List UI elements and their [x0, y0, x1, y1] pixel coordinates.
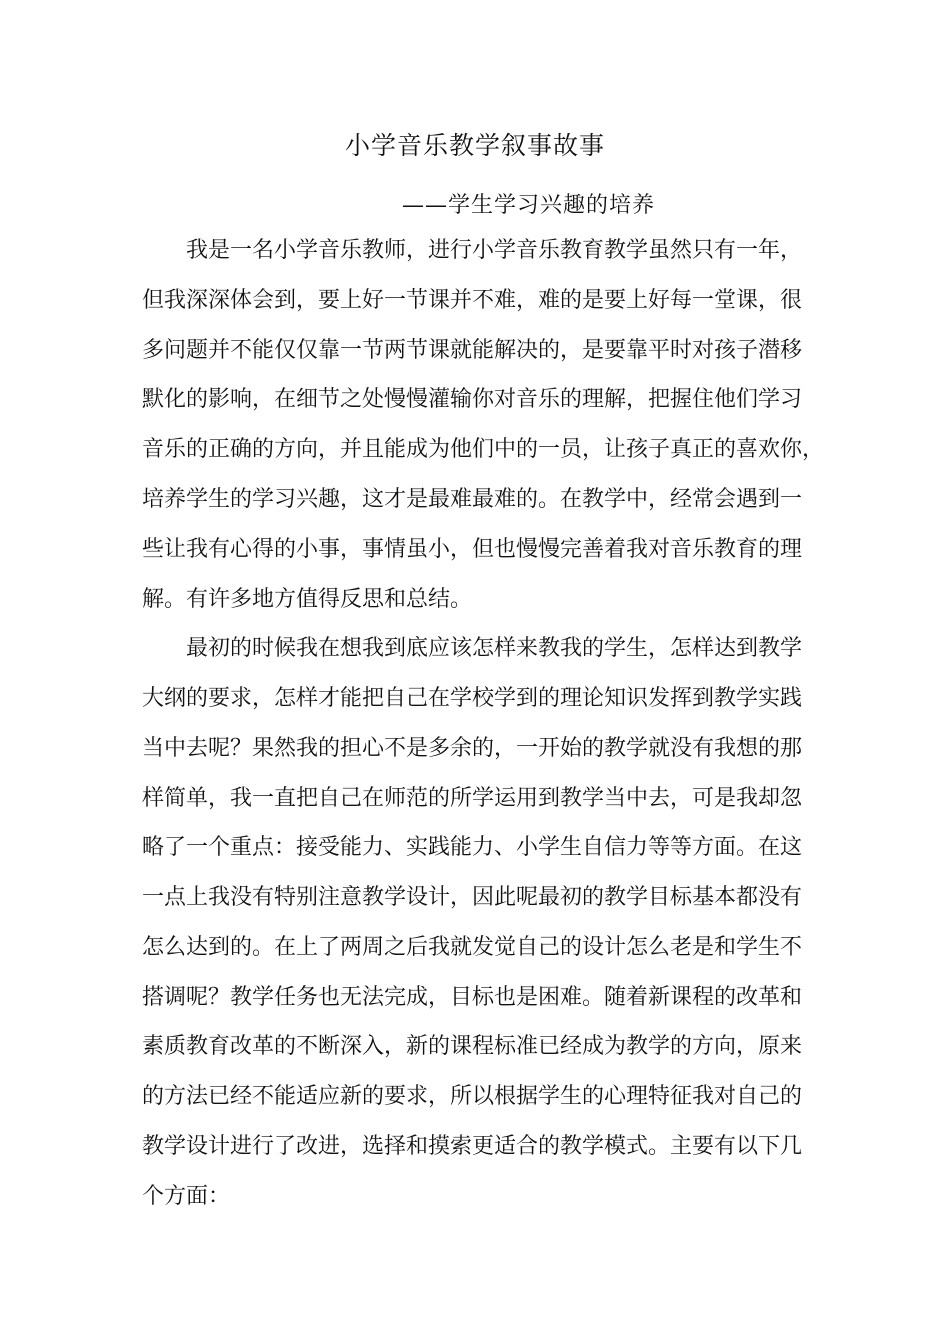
paragraph-line: 培养学生的学习兴趣，这才是最难最难的。在教学中，经常会遇到一	[142, 487, 803, 512]
paragraph-line: 我是一名小学音乐教师，进行小学音乐教育教学虽然只有一年，	[186, 238, 803, 263]
paragraph-line: 当中去呢？果然我的担心不是多余的，一开始的教学就没有我想的那	[142, 736, 803, 761]
paragraph-line: 多问题并不能仅仅靠一节两节课就能解决的，是要靠平时对孩子潜移	[142, 338, 803, 363]
paragraph-line: 但我深深体会到，要上好一节课并不难，难的是要上好每一堂课，很	[142, 288, 803, 313]
paragraph-line: 搭调呢？教学任务也无法完成，目标也是困难。随着新课程的改革和	[142, 985, 803, 1010]
paragraph-line: 默化的影响，在细节之处慢慢灌输你对音乐的理解，把握住他们学习	[142, 387, 803, 412]
paragraph-line: 素质教育改革的不断深入，新的课程标准已经成为教学的方向，原来	[142, 1034, 803, 1059]
paragraph-line: 最初的时候我在想我到底应该怎样来教我的学生，怎样达到教学	[186, 636, 803, 661]
paragraph-line: 些让我有心得的小事，事情虽小，但也慢慢完善着我对音乐教育的理	[142, 537, 803, 562]
document-title: 小学音乐教学叙事故事	[344, 131, 605, 160]
paragraph-line: 教学设计进行了改进，选择和摸索更适合的教学模式。主要有以下几	[142, 1134, 803, 1159]
paragraph-line: 样简单，我一直把自己在师范的所学运用到教学当中去，可是我却忽	[142, 786, 803, 811]
paragraph-line: 怎么达到的。在上了两周之后我就发觉自己的设计怎么老是和学生不	[142, 935, 803, 960]
paragraph-line: 的方法已经不能适应新的要求，所以根据学生的心理特征我对自己的	[142, 1084, 803, 1109]
paragraph-line: 略了一个重点：接受能力、实践能力、小学生自信力等等方面。在这	[142, 835, 803, 860]
paragraph-line: 大纲的要求，怎样才能把自己在学校学到的理论知识发挥到教学实践	[142, 686, 803, 711]
paragraph-line: 个方面：	[142, 1184, 231, 1209]
paragraph-line: 音乐的正确的方向，并且能成为他们中的一员，让孩子真正的喜欢你，	[142, 437, 825, 462]
document-subtitle: ——学生学习兴趣的培养	[402, 193, 656, 218]
paragraph-line: 解。有许多地方值得反思和总结。	[142, 587, 473, 612]
paragraph-line: 一点上我没有特别注意教学设计，因此呢最初的教学目标基本都没有	[142, 885, 803, 910]
